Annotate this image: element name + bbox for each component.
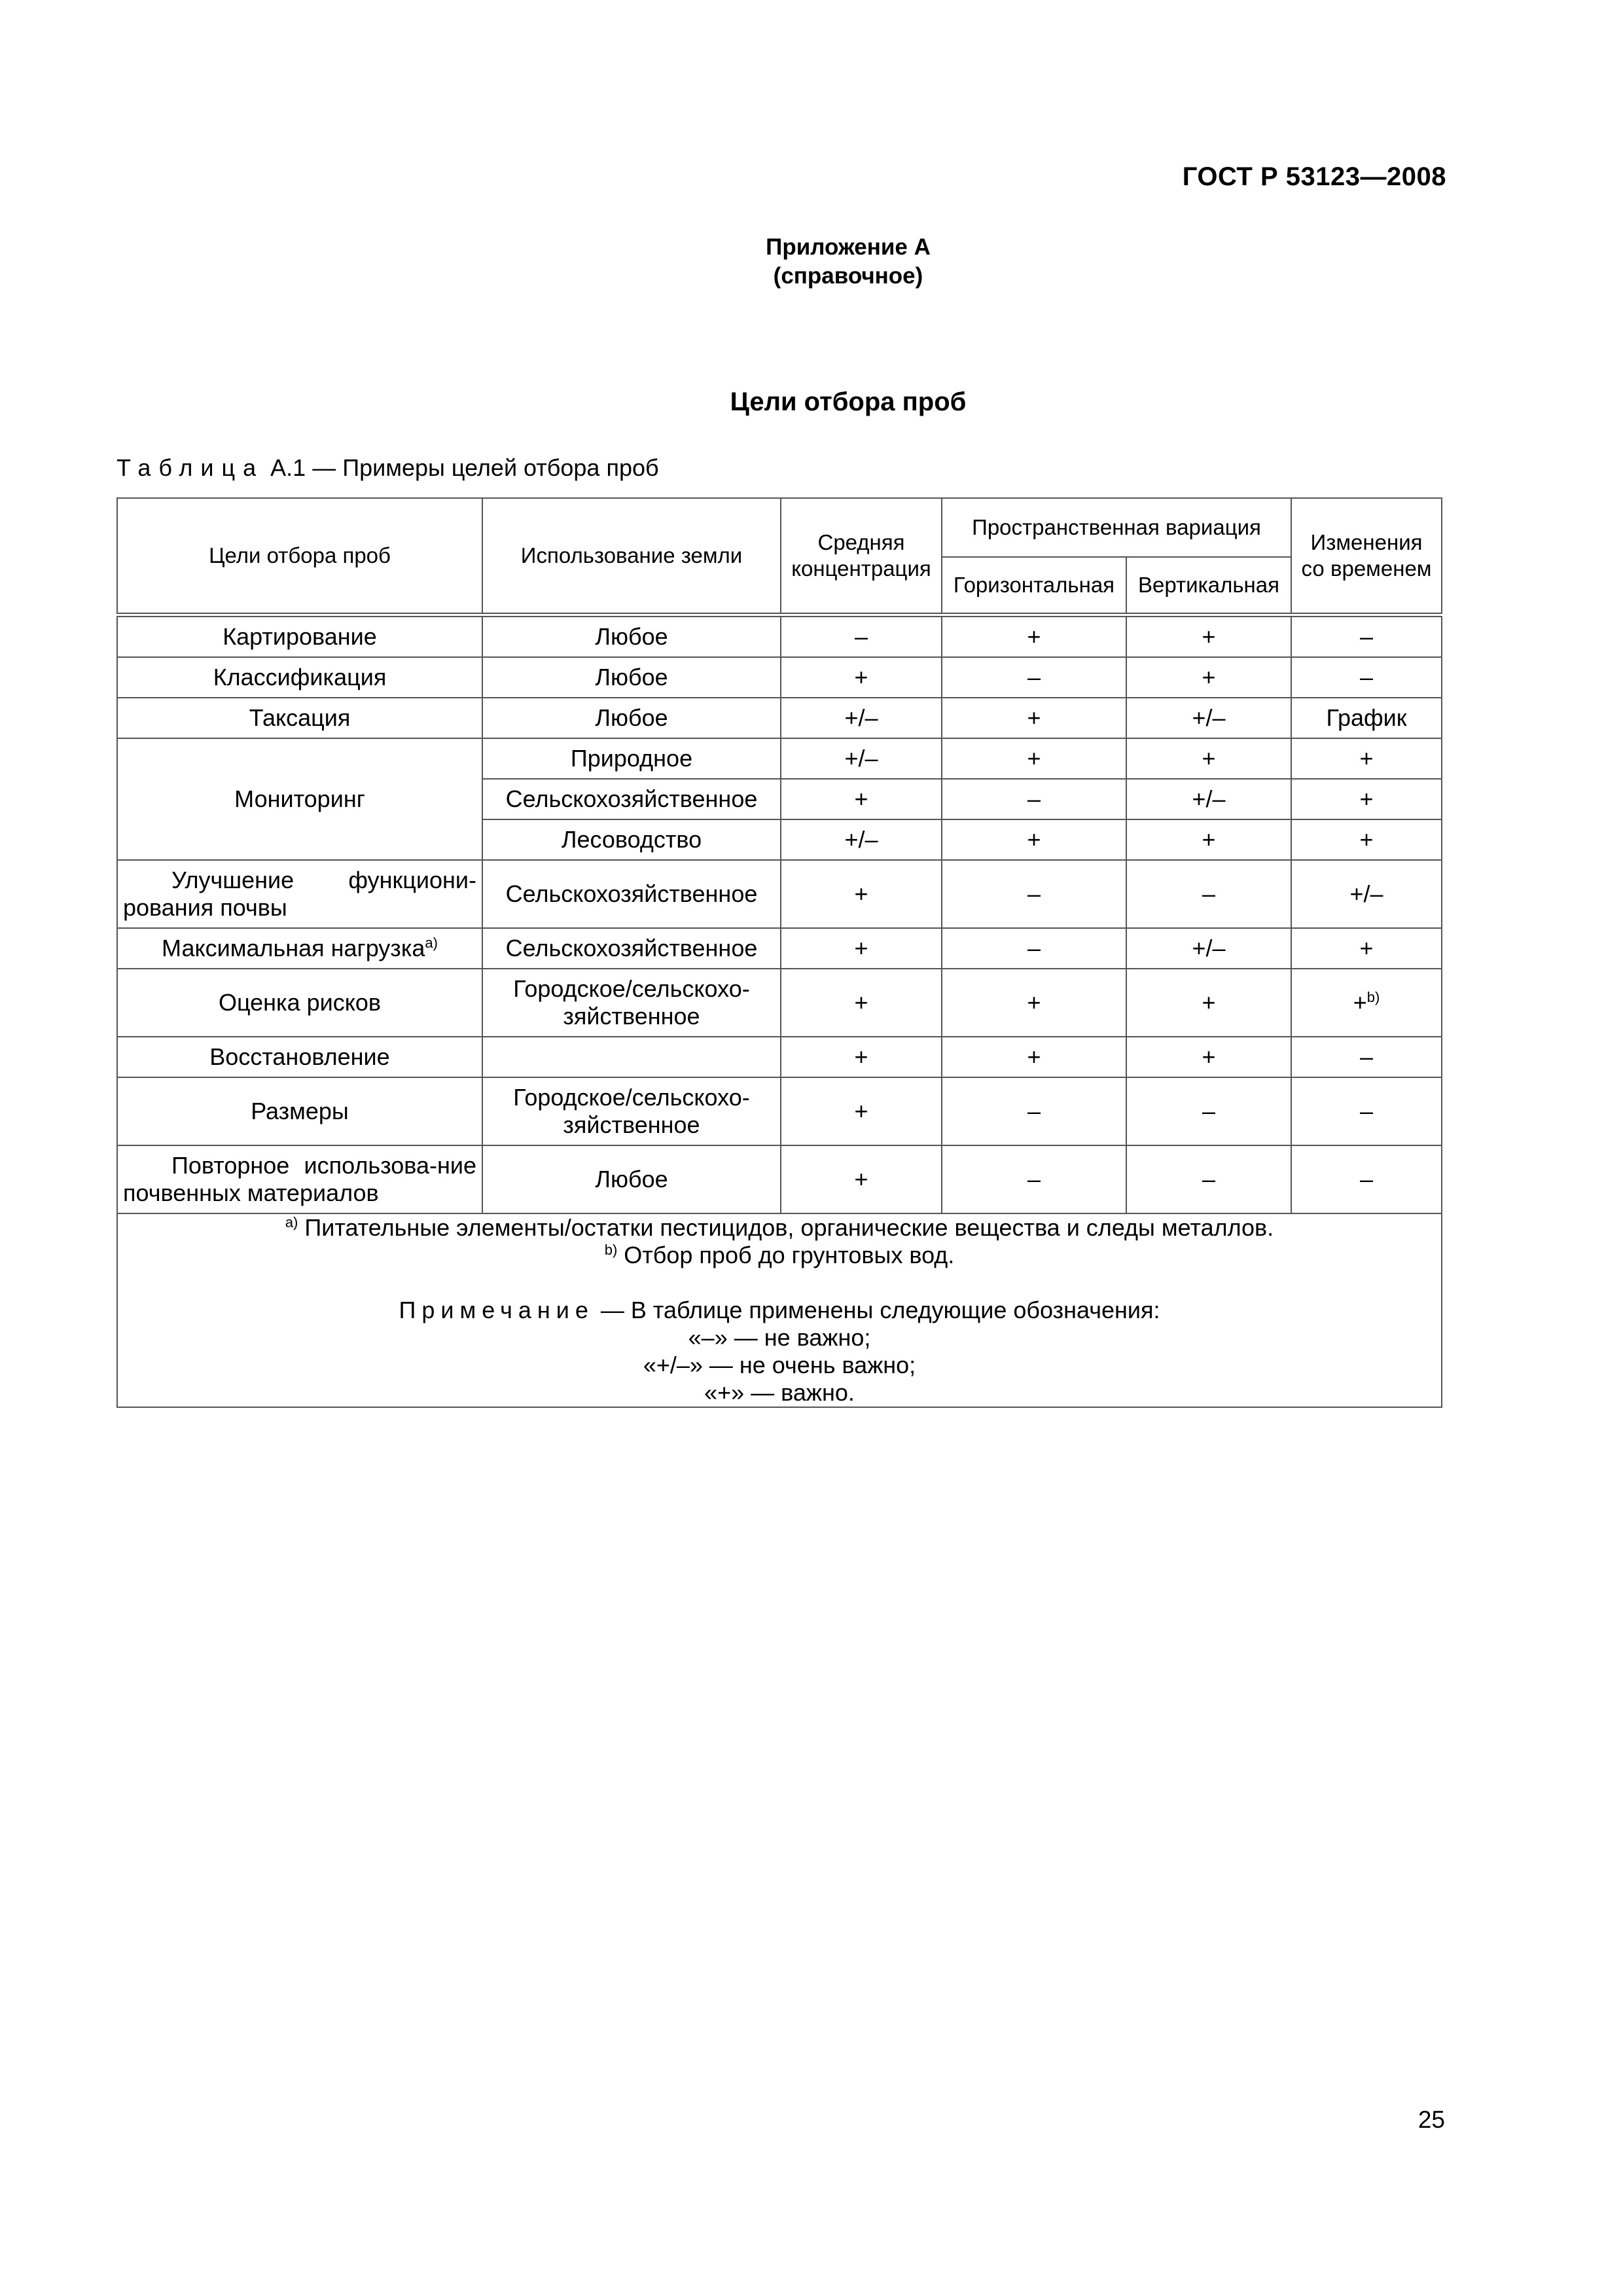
table-row (117, 1145, 1442, 1213)
cell-time: График (1291, 698, 1442, 738)
cell-horizontal: + (942, 969, 1126, 1037)
note-item: «+» — важно. (704, 1379, 855, 1406)
cell-time: + (1291, 819, 1442, 860)
cell-land-use: Любое (482, 657, 781, 698)
cell-mean: + (781, 969, 942, 1037)
table-row (117, 1037, 1442, 1077)
cell-purpose: Классификация (117, 657, 482, 698)
cell-purpose: Восстановление (117, 1037, 482, 1077)
cell-vertical: +/– (1126, 779, 1291, 819)
time-text: + (1353, 989, 1367, 1016)
footnote-text: Отбор проб до грунтовых вод. (617, 1242, 955, 1268)
cell-purpose: Мониторинг (117, 738, 482, 860)
cell-time: + (1291, 738, 1442, 779)
cell-mean: + (781, 1037, 942, 1077)
cell-land-use: Сельскохозяйственное (482, 860, 781, 928)
cell-mean: +/– (781, 738, 942, 779)
footnote-mark: a) (425, 935, 438, 951)
cell-mean: + (781, 860, 942, 928)
table-notes-row (117, 1213, 1442, 1407)
appendix-title: Приложение А (766, 234, 931, 260)
cell-horizontal: – (942, 1145, 1126, 1213)
cell-land-use: Природное (482, 738, 781, 779)
cell-purpose: Таксация (117, 698, 482, 738)
cell-purpose (117, 928, 482, 969)
cell-vertical: + (1126, 969, 1291, 1037)
cell-horizontal: + (942, 738, 1126, 779)
note-text: — В таблице применены следующие обозначения: (594, 1297, 1160, 1323)
cell-horizontal: + (942, 698, 1126, 738)
cell-purpose: Картирование (117, 615, 482, 658)
footnote-text: Питательные элементы/остатки пестицидов, органические вещества и следы металлов. (298, 1214, 1274, 1241)
header-horizontal: Горизонтальная (942, 557, 1126, 615)
cell-horizontal: – (942, 779, 1126, 819)
cell-time: – (1291, 1145, 1442, 1213)
cell-vertical: + (1126, 615, 1291, 658)
cell-vertical: +/– (1126, 928, 1291, 969)
cell-land-use: Лесоводство (482, 819, 781, 860)
note-item: «+/–» — не очень важно; (643, 1352, 916, 1378)
table-row (117, 1077, 1442, 1145)
cell-mean: +/– (781, 819, 942, 860)
table-caption-text: А.1 — Примеры целей отбора проб (264, 454, 659, 481)
footnote-a (123, 1214, 1436, 1242)
table-caption (116, 454, 659, 482)
cell-time: + (1291, 779, 1442, 819)
header-mean-concentration: Средняя концентрация (781, 498, 942, 615)
note-item: «–» — не важно; (688, 1324, 871, 1351)
page-number: 25 (1418, 2106, 1445, 2133)
cell-horizontal: – (942, 657, 1126, 698)
cell-mean: + (781, 1077, 942, 1145)
header-spatial-variation: Пространственная вариация (942, 498, 1291, 557)
cell-time: + (1291, 928, 1442, 969)
table-row (117, 860, 1442, 928)
cell-time: – (1291, 615, 1442, 658)
cell-mean: + (781, 779, 942, 819)
sampling-purposes-table (116, 497, 1442, 1408)
cell-time: – (1291, 1037, 1442, 1077)
cell-land-use (482, 1037, 781, 1077)
purpose-text: Максимальная нагрузка (162, 935, 425, 961)
standard-code: ГОСТ Р 53123—2008 (1182, 162, 1446, 191)
cell-mean: – (781, 615, 942, 658)
cell-horizontal: + (942, 615, 1126, 658)
section-title: Цели отбора проб (730, 387, 967, 416)
cell-purpose: Оценка рисков (117, 969, 482, 1037)
footnote-mark: b) (1366, 989, 1380, 1005)
table-row (117, 657, 1442, 698)
cell-land-use: Городское/сельскохо-зяйственное (482, 969, 781, 1037)
cell-land-use: Любое (482, 1145, 781, 1213)
cell-purpose: Размеры (117, 1077, 482, 1145)
footnote-mark: a) (285, 1214, 298, 1230)
cell-vertical: – (1126, 1145, 1291, 1213)
cell-time (1291, 969, 1442, 1037)
cell-land-use: Любое (482, 615, 781, 658)
note-word: Примечание (399, 1297, 594, 1323)
cell-land-use: Любое (482, 698, 781, 738)
cell-vertical: +/– (1126, 698, 1291, 738)
table-header-row (117, 498, 1442, 557)
header-land-use: Использование земли (482, 498, 781, 615)
cell-mean: + (781, 1145, 942, 1213)
cell-vertical: – (1126, 860, 1291, 928)
cell-time: – (1291, 657, 1442, 698)
cell-horizontal: + (942, 819, 1126, 860)
footnote-mark: b) (604, 1242, 618, 1258)
cell-vertical: + (1126, 738, 1291, 779)
header-vertical: Вертикальная (1126, 557, 1291, 615)
appendix-type: (справочное) (773, 263, 923, 289)
table-row (117, 698, 1442, 738)
table-notes (117, 1213, 1442, 1407)
footnote-b (123, 1242, 1436, 1269)
cell-land-use: Городское/сельскохо-зяйственное (482, 1077, 781, 1145)
cell-land-use: Сельскохозяйственное (482, 779, 781, 819)
cell-vertical: + (1126, 819, 1291, 860)
cell-vertical: – (1126, 1077, 1291, 1145)
table-row (117, 615, 1442, 658)
cell-mean: + (781, 928, 942, 969)
table-row (117, 738, 1442, 779)
cell-mean: + (781, 657, 942, 698)
table-caption-word: Таблица (116, 454, 264, 481)
note-heading (123, 1297, 1436, 1324)
cell-purpose: Повторное использова-ние почвенных материалов (117, 1145, 482, 1213)
header-time-changes: Изменения со временем (1291, 498, 1442, 615)
cell-horizontal: – (942, 928, 1126, 969)
cell-horizontal: – (942, 860, 1126, 928)
appendix-heading (0, 233, 1623, 291)
table-row (117, 928, 1442, 969)
cell-land-use: Сельскохозяйственное (482, 928, 781, 969)
cell-mean: +/– (781, 698, 942, 738)
cell-time: +/– (1291, 860, 1442, 928)
header-purpose: Цели отбора проб (117, 498, 482, 615)
spacer (123, 1269, 1436, 1297)
cell-horizontal: + (942, 1037, 1126, 1077)
cell-vertical: + (1126, 657, 1291, 698)
cell-time: – (1291, 1077, 1442, 1145)
cell-vertical: + (1126, 1037, 1291, 1077)
cell-horizontal: – (942, 1077, 1126, 1145)
cell-purpose: Улучшение функциони-рования почвы (117, 860, 482, 928)
table-row (117, 969, 1442, 1037)
